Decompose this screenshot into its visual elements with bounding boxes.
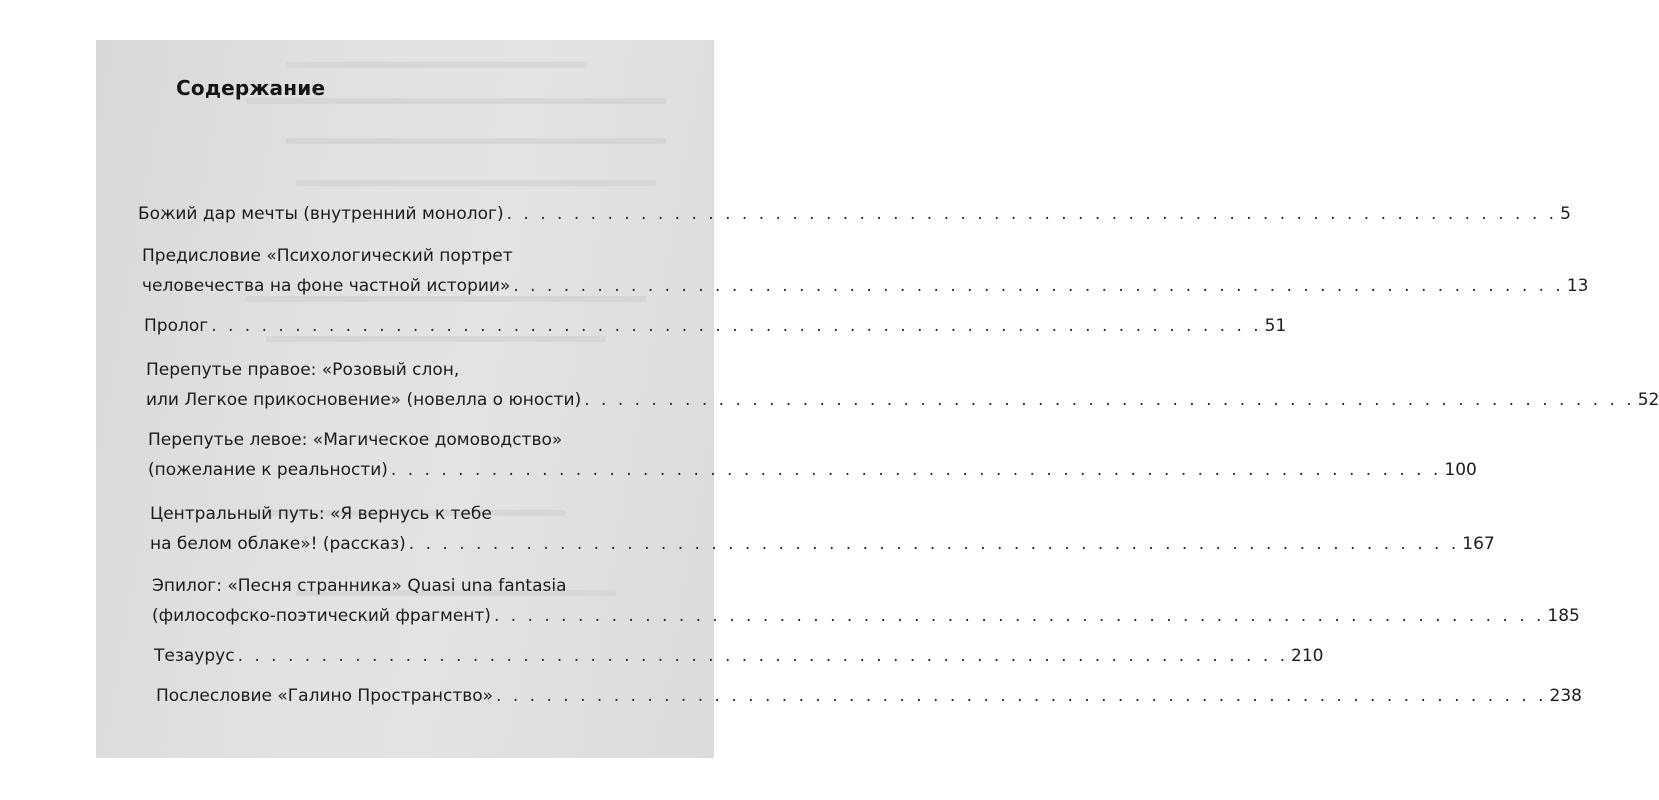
toc-entry-line — [146, 386, 1659, 414]
toc-entry-line — [148, 456, 1477, 484]
bleed-through — [286, 138, 666, 144]
toc-entry-title: Пролог — [144, 316, 209, 336]
dot-leader: . . . . . . . . . . . . . . . . . . . . . . . . . . . . . . . . . . . . . . . . . . . . . . . . . . . . . . . . . . . . . . . — [390, 460, 1442, 480]
toc-entry-title: Перепутье правое: «Розовый слон, — [146, 360, 460, 380]
dot-leader: . . . . . . . . . . . . . . . . . . . . . . . . . . . . . . . . . . . . . . . . . . . . . . . . . . . . . . . . . . . . . . . — [211, 316, 1262, 336]
toc-heading: Содержание — [176, 76, 326, 100]
dot-leader: . . . . . . . . . . . . . . . . . . . . . . . . . . . . . . . . . . . . . . . . . . . . . . . . . . . . . . . . . . . . . . . — [496, 686, 1547, 706]
toc-entry-title: на белом облаке»! (рассказ) — [150, 534, 406, 554]
toc-entry-title: (пожелание к реальности) — [148, 460, 388, 480]
dot-leader: . . . . . . . . . . . . . . . . . . . . . . . . . . . . . . . . . . . . . . . . . . . . . . . . . . . . . . . . . . . . . . . — [237, 646, 1289, 666]
toc-entry-line — [144, 312, 1287, 340]
toc-entry-title: Божий дар мечты (внутренний монолог) — [138, 204, 504, 224]
toc-entry-line — [150, 530, 1495, 558]
toc-entry-title: Послесловие «Галино Пространство» — [156, 686, 494, 706]
dot-leader: . . . . . . . . . . . . . . . . . . . . . . . . . . . . . . . . . . . . . . . . . . . . . . . . . . . . . . . . . . . . . . . — [408, 534, 1460, 554]
toc-entry-title: человечества на фоне частной истории» — [142, 276, 511, 296]
toc-page-number: 100 — [1444, 460, 1477, 480]
toc-page-number: 51 — [1264, 316, 1287, 336]
toc-entry-title: Тезаурус — [154, 646, 235, 666]
dot-leader: . . . . . . . . . . . . . . . . . . . . . . . . . . . . . . . . . . . . . . . . . . . . . . . . . . . . . . . . . . . . . . . — [506, 204, 1558, 224]
toc-page-number: 185 — [1547, 606, 1580, 626]
dot-leader: . . . . . . . . . . . . . . . . . . . . . . . . . . . . . . . . . . . . . . . . . . . . . . . . . . . . . . . . . . . . . . . — [513, 276, 1564, 296]
dot-leader: . . . . . . . . . . . . . . . . . . . . . . . . . . . . . . . . . . . . . . . . . . . . . . . . . . . . . . . . . . . . . . . — [584, 390, 1635, 410]
toc-entry-line — [156, 682, 1582, 710]
toc-entry-title: Предисловие «Психологический портрет — [142, 246, 513, 266]
toc-entry-title: или Легкое прикосновение» (новелла о юности) — [146, 390, 582, 410]
toc-page-number: 210 — [1291, 646, 1324, 666]
toc-entry-line — [142, 272, 1589, 300]
toc-page-number: 52 — [1637, 390, 1659, 410]
toc-page-number: 238 — [1549, 686, 1582, 706]
toc-entry-title: Центральный путь: «Я вернусь к тебе — [150, 504, 492, 524]
toc-page-number: 5 — [1560, 204, 1571, 224]
toc-entry-line — [152, 602, 1580, 630]
bleed-through — [296, 180, 656, 186]
bleed-through — [286, 62, 586, 68]
toc-page-number: 167 — [1462, 534, 1495, 554]
toc-entry-line — [138, 200, 1571, 228]
dot-leader: . . . . . . . . . . . . . . . . . . . . . . . . . . . . . . . . . . . . . . . . . . . . . . . . . . . . . . . . . . . . . . . — [493, 606, 1545, 626]
toc-page-number: 13 — [1566, 276, 1589, 296]
toc-entry-title: Перепутье левое: «Магическое домоводство» — [148, 430, 563, 450]
toc-entry-title: Эпилог: «Песня странника» Quasi una fantasia — [152, 576, 567, 596]
toc-entry-line — [154, 642, 1324, 670]
book-page — [96, 40, 1659, 758]
toc-entry-title: (философско-поэтический фрагмент) — [152, 606, 491, 626]
